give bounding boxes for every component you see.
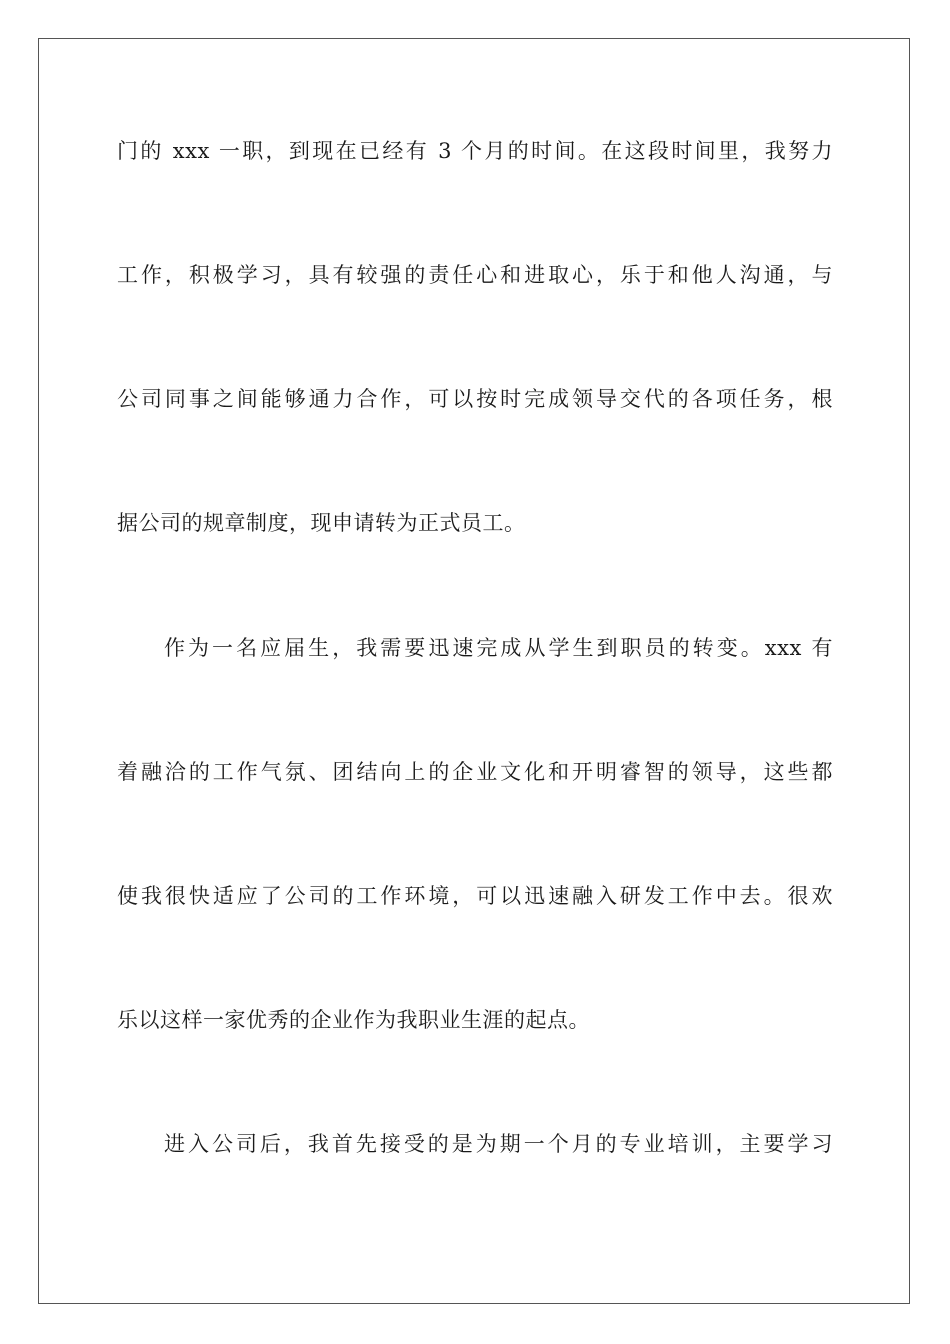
paragraph-line: 公司同事之间能够通力合作，可以按时完成领导交代的各项任务，根 — [117, 387, 833, 411]
paragraph-line: 进入公司后，我首先接受的是为期一个月的专业培训，主要学习 — [164, 1132, 833, 1156]
paragraph-line: 工作，积极学习，具有较强的责任心和进取心，乐于和他人沟通，与 — [117, 263, 833, 287]
paragraph-line: 着融洽的工作气氛、团结向上的企业文化和开明睿智的领导，这些都 — [117, 760, 833, 784]
paragraph-line: 乐以这样一家优秀的企业作为我职业生涯的起点。 — [117, 1008, 590, 1032]
paragraph-line: 使我很快适应了公司的工作环境，可以迅速融入研发工作中去。很欢 — [117, 884, 833, 908]
paragraph-line: 门的 xxx 一职，到现在已经有 3 个月的时间。在这段时间里，我努力 — [117, 139, 833, 163]
page-border — [38, 38, 910, 1304]
paragraph-line: 作为一名应届生，我需要迅速完成从学生到职员的转变。xxx 有 — [164, 636, 833, 660]
paragraph-line: 据公司的规章制度，现申请转为正式员工。 — [117, 511, 526, 535]
